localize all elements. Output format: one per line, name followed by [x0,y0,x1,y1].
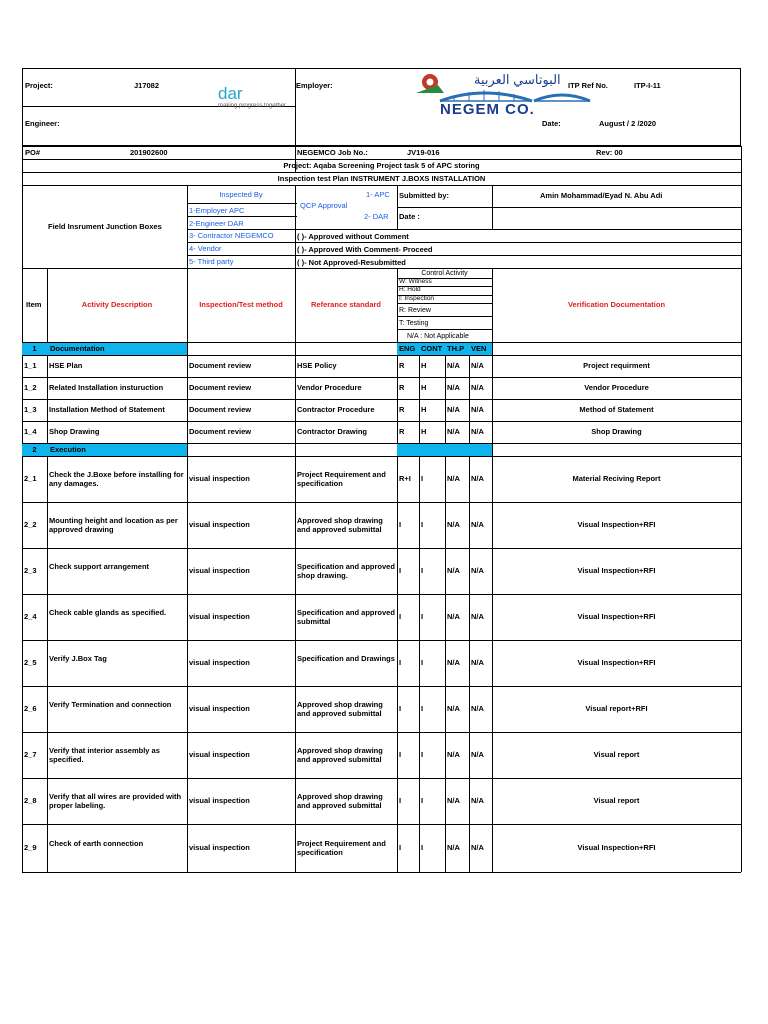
row-cont: I [421,750,424,759]
row-cont: H [421,405,427,414]
row-activity: Verify that all wires are provided with proper labeling. [49,792,182,810]
itp-ref-value: ITP-I-11 [634,81,661,90]
approval-date-label: Date : [399,212,420,221]
control-title: Control Activity [421,270,468,277]
job-label: NEGEMCO Job No.: [297,148,368,157]
date-value: August / 2 /2020 [599,119,657,128]
row-cont: H [421,361,427,370]
row-activity: Verify that interior assembly as specified. [49,746,160,764]
qcp-dar: 2- DAR [364,212,389,221]
row-eng: I [399,843,402,852]
row-thp: N/A [447,704,460,713]
row-eng: R [399,383,405,392]
row-thp: N/A [447,520,460,529]
row-item: 1_4 [24,427,37,436]
row-activity: Check support arrangement [49,562,150,571]
row-verification: Visual Inspection+RFI [577,520,656,529]
row-cont: I [421,704,424,713]
qcp-approval: QCP Approval [300,201,348,210]
party-employer: 1-Employer APC [189,206,245,215]
row-ven: N/A [471,612,484,621]
field-title: Field Insrument Junction Boxes [48,222,162,231]
legend-testing: T: Testing [399,320,429,327]
date-label: Date: [542,119,561,128]
row-method: Document review [189,383,252,392]
row-reference: Specification and approved shop drawing. [297,562,395,580]
row-verification: Visual report [593,750,640,759]
row-ven: N/A [471,427,484,436]
row-ven: N/A [471,566,484,575]
col-verification: Verification Documentation [567,300,666,309]
legend-inspection: I: Inspection [399,295,435,302]
project-value: J17082 [134,81,160,90]
row-thp: N/A [447,796,460,805]
row-eng: R [399,405,405,414]
row-thp: N/A [447,658,460,667]
row-activity: Verify Termination and connection [49,700,172,709]
itp-title: Inspection test Plan INSTRUMENT J.BOXS INSTALLATION [277,174,486,183]
section-band [397,443,492,456]
row-verification: Visual Inspection+RFI [577,566,656,575]
legend-witness: W: Witness [399,278,432,285]
po-label: PO# [25,148,41,157]
rev-label: Rev: 00 [596,148,623,157]
row-method: Document review [189,361,252,370]
row-ven: N/A [471,361,484,370]
row-item: 2_5 [24,658,37,667]
row-activity: HSE Plan [49,361,83,370]
option-approved[interactable]: ( )- Approved without Comment [297,232,409,241]
row-verification: Visual report+RFI [585,704,648,713]
row-ven: N/A [471,704,484,713]
row-eng: R [399,361,405,370]
row-thp: N/A [447,474,460,483]
row-activity: Mounting height and location as per approved drawing [49,516,178,534]
col-sub-eng: ENG [399,344,416,353]
row-cont: I [421,796,424,805]
row-cont: I [421,474,424,483]
party-vendor: 4- Vendor [189,244,222,253]
row-activity: Installation Method of Statement [49,405,165,414]
row-method: Document review [189,427,252,436]
row-verification: Method of Statement [579,405,654,414]
row-eng: R [399,427,405,436]
col-item: Item [26,300,42,309]
negem-name: NEGEM CO. [440,101,535,118]
row-item: 1_3 [24,405,37,414]
col-method: Inspection/Test method [199,300,283,309]
row-ven: N/A [471,383,484,392]
legend-hold: H: Hold [399,286,421,293]
row-thp: N/A [447,843,460,852]
row-ven: N/A [471,658,484,667]
engineer-label: Engineer: [25,119,60,128]
project-title: Project: Aqaba Screening Project task 5 of APC storing [283,161,480,170]
row-item: 2_4 [24,612,37,621]
inspected-by: Inspected By [219,190,263,199]
row-cont: I [421,612,424,621]
row-method: visual inspection [189,612,250,621]
col-sub-thp: TH.P [447,344,465,353]
row-ven: N/A [471,796,484,805]
row-method: visual inspection [189,750,250,759]
row-eng: I [399,796,402,805]
qcp-apc: 1- APC [366,190,390,199]
row-eng: R+I [399,474,411,483]
row-item: 2_9 [24,843,37,852]
row-activity: Verify J.Box Tag [49,654,107,663]
col-activity: Activity Description [81,300,153,309]
row-reference: Specification and Drawings [297,654,395,663]
submitted-label: Submitted by: [399,191,449,200]
row-reference: Contractor Procedure [297,405,375,414]
legend-na: N/A : Not Applicable [407,333,469,340]
job-value: JV19-016 [407,148,440,157]
row-item: 2_8 [24,796,37,805]
row-method: visual inspection [189,704,250,713]
row-ven: N/A [471,843,484,852]
row-activity: Shop Drawing [49,427,100,436]
option-approved-comment[interactable]: ( )- Approved With Comment- Proceed [297,245,433,254]
row-eng: I [399,520,402,529]
row-ven: N/A [471,520,484,529]
row-item: 2_6 [24,704,37,713]
row-method: visual inspection [189,566,250,575]
row-verification: Visual report [593,796,640,805]
col-reference: Referance standard [310,300,382,309]
negem-logo [414,71,596,121]
section-title: Documentation [50,344,105,353]
row-activity: Check the J.Boxe before installing for any damages. [49,470,184,488]
row-verification: Project requirment [583,361,650,370]
row-reference: Vendor Procedure [297,383,362,392]
row-activity: Check of earth connection [49,839,144,848]
section-number: 2 [32,445,37,454]
row-cont: H [421,383,427,392]
row-reference: Project Requirement and specification [297,839,386,857]
po-value: 201902600 [130,148,168,157]
row-thp: N/A [447,361,460,370]
party-third: 5- Third party [189,257,234,266]
legend-review: R: Review [399,307,431,314]
row-item: 2_3 [24,566,37,575]
row-eng: I [399,704,402,713]
row-eng: I [399,750,402,759]
row-thp: N/A [447,612,460,621]
row-verification: Shop Drawing [591,427,642,436]
submitted-value: Amin Mohammad/Eyad N. Abu Adi [540,191,663,200]
row-reference: Project Requirement and specification [297,470,386,488]
row-eng: I [399,612,402,621]
row-item: 2_7 [24,750,37,759]
row-verification: Visual Inspection+RFI [577,843,656,852]
row-item: 1_1 [24,361,37,370]
row-method: visual inspection [189,843,250,852]
itp-ref-label: ITP Ref No. [568,81,608,90]
employer-label: Employer: [296,81,333,90]
row-verification: Visual Inspection+RFI [577,612,656,621]
row-reference: HSE Policy [297,361,337,370]
row-method: Document review [189,405,252,414]
row-activity: Related Installation insturuction [49,383,164,392]
row-cont: I [421,843,424,852]
row-cont: I [421,520,424,529]
row-reference: Approved shop drawing and approved submittal [297,516,383,534]
row-ven: N/A [471,750,484,759]
row-thp: N/A [447,566,460,575]
row-reference: Approved shop drawing and approved submittal [297,792,383,810]
row-reference: Specification and approved submittal [297,608,395,626]
row-eng: I [399,658,402,667]
row-reference: Approved shop drawing and approved submittal [297,700,383,718]
row-cont: I [421,658,424,667]
row-reference: Contractor Drawing [297,427,368,436]
row-ven: N/A [471,474,484,483]
project-label: Project: [25,81,53,90]
col-sub-cont: CONT [421,344,443,353]
row-verification: Visual Inspection+RFI [577,658,656,667]
row-verification: Material Reciving Report [572,474,661,483]
section-title: Execution [50,445,86,454]
row-reference: Approved shop drawing and approved submittal [297,746,383,764]
row-ven: N/A [471,405,484,414]
party-engineer: 2-Engineer DAR [189,219,244,228]
row-item: 2_1 [24,474,37,483]
row-method: visual inspection [189,474,250,483]
row-thp: N/A [447,405,460,414]
row-verification: Vendor Procedure [584,383,649,392]
row-method: visual inspection [189,796,250,805]
row-item: 2_2 [24,520,37,529]
row-method: visual inspection [189,658,250,667]
row-activity: Check cable glands as specified. [49,608,167,617]
row-item: 1_2 [24,383,37,392]
row-thp: N/A [447,750,460,759]
row-method: visual inspection [189,520,250,529]
dar-logo: dar [218,84,243,103]
row-eng: I [399,566,402,575]
section-number: 1 [32,344,37,353]
dar-tagline: making progress together [218,103,287,109]
row-thp: N/A [447,383,460,392]
col-sub-ven: VEN [471,344,487,353]
header-frame [22,68,741,146]
row-cont: H [421,427,427,436]
row-cont: I [421,566,424,575]
negem-arabic: البوتاسي العربية [474,72,561,87]
row-thp: N/A [447,427,460,436]
party-contractor: 3- Contractor NEGEMCO [189,231,274,240]
option-not-approved[interactable]: ( )- Not Approved-Resubmitted [297,258,406,267]
